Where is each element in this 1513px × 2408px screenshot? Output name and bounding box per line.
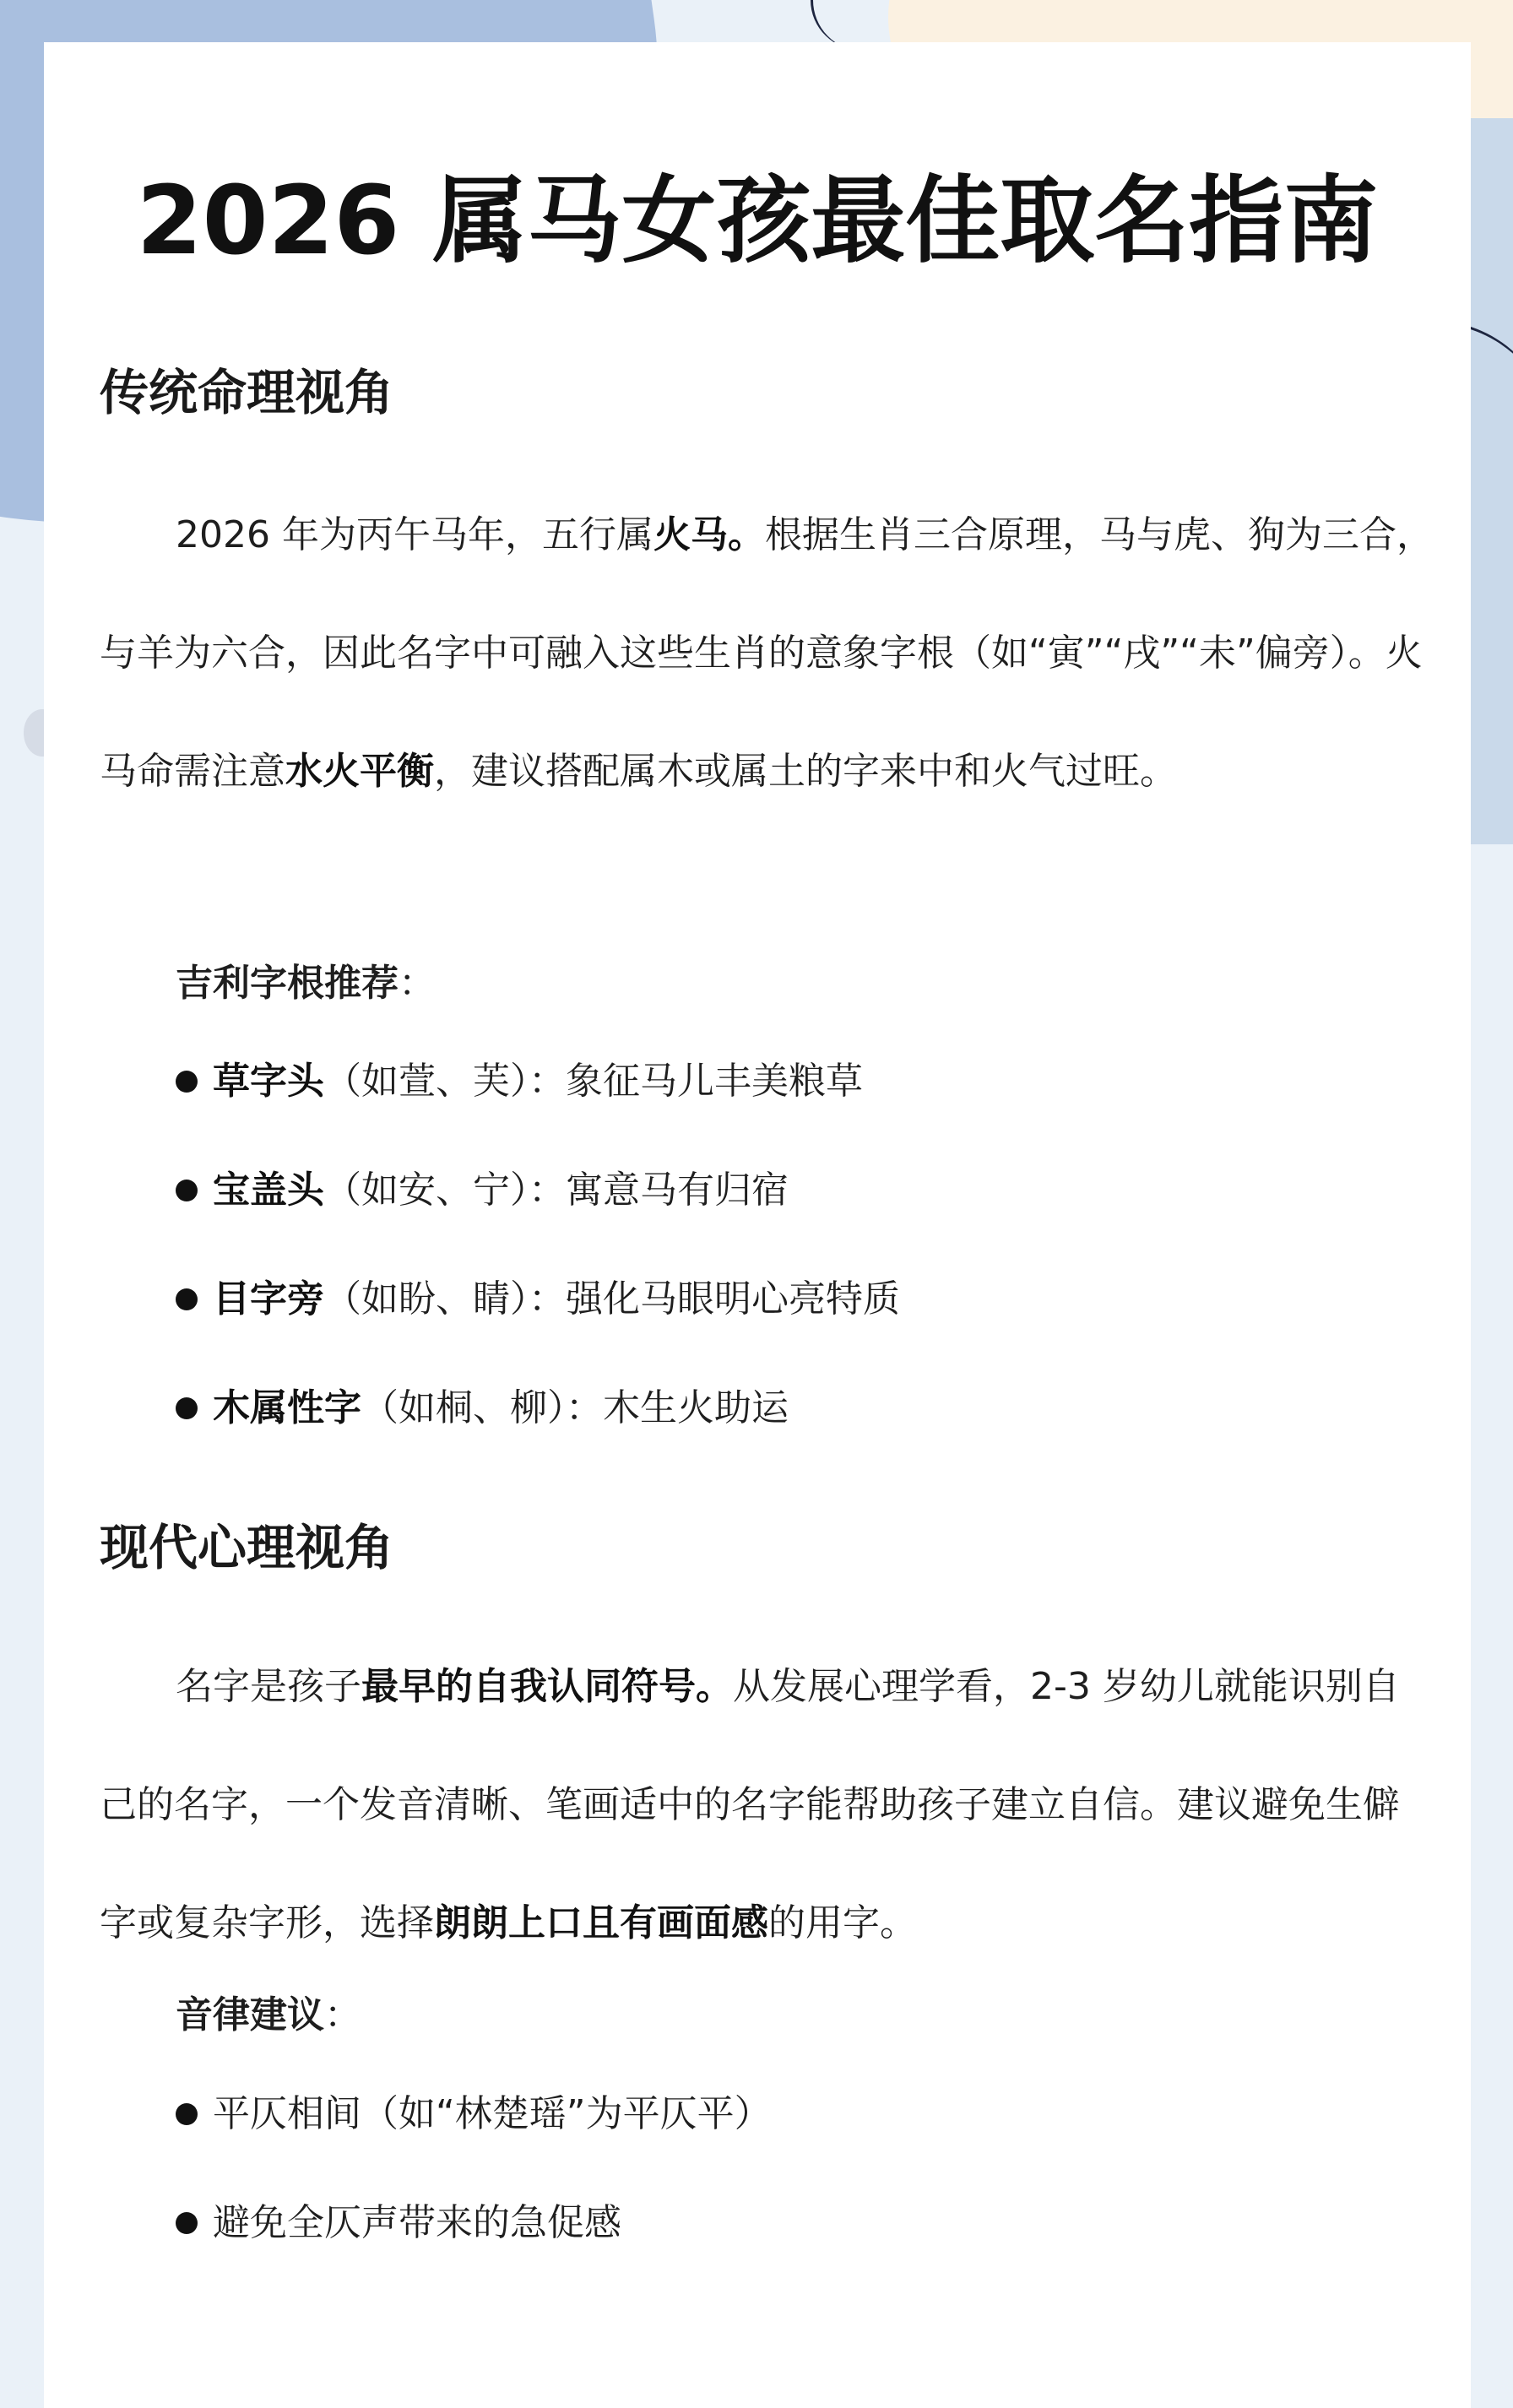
- paragraph-emphasis: 火马。: [653, 513, 765, 556]
- sublabel-text: 吉利字根推荐: [176, 962, 399, 1005]
- bullet-icon: [176, 1071, 198, 1093]
- section-heading-traditional: 传统命理视角: [100, 364, 394, 421]
- sublabel-colon: ：: [324, 1993, 361, 2036]
- paragraph-text: 2026 年为丙午马年，五行属: [176, 513, 653, 556]
- bullet-text: （如安、宁）：寓意马有归宿: [324, 1169, 789, 1212]
- document-card: [44, 42, 1471, 2408]
- bullet-list-radicals: [176, 1057, 900, 1493]
- bullet-icon: [176, 1288, 198, 1310]
- bullet-term: 宝盖头: [213, 1169, 324, 1212]
- sublabel-colon: ：: [399, 962, 436, 1005]
- bullet-text: 平仄相间（如“林楚瑶”为平仄平）: [213, 2092, 772, 2135]
- bullet-icon: [176, 1180, 198, 1201]
- bullet-text: （如桐、柳）：木生火助运: [361, 1386, 789, 1429]
- list-item: [176, 2199, 772, 2308]
- page-title: 2026 属马女孩最佳取名指南: [136, 166, 1379, 276]
- paragraph-text: 根据生肖三合原理，马与虎、狗为三合，与羊为六合，因此名字中可融入这些生肖的意象字根（如“寅”“戌”“未”偏旁）。火马命需注意: [100, 513, 1434, 793]
- bullet-icon: [176, 2212, 198, 2234]
- paragraph-text: 的用字。: [768, 1901, 917, 1944]
- list-item: [176, 1166, 900, 1275]
- section-heading-modern: 现代心理视角: [100, 1519, 394, 1576]
- list-item: [176, 2090, 772, 2199]
- paragraph-text: 名字是孩子: [176, 1665, 361, 1708]
- list-item: [176, 1384, 900, 1493]
- bullet-text: （如盼、睛）：强化马眼明心亮特质: [324, 1277, 900, 1321]
- bullet-icon: [176, 2103, 198, 2125]
- paragraph-emphasis: 最早的自我认同符号。: [361, 1665, 733, 1708]
- paragraph-text: ，建议搭配属木或属土的字来中和火气过旺。: [434, 750, 1177, 793]
- paragraph-emphasis: 朗朗上口且有画面感: [434, 1901, 768, 1944]
- sublabel-rhythm: [176, 1984, 361, 2038]
- bullet-list-rhythm: [176, 2090, 772, 2308]
- paragraph-emphasis: 水火平衡: [285, 750, 434, 793]
- paragraph-traditional: [100, 476, 1434, 831]
- paragraph-text: 从发展心理学看，2-3 岁幼儿就能识别自己的名字，一个发音清晰、笔画适中的名字能帮助孩子建立自信。建议避免生僻字或复杂字形，选择: [100, 1665, 1400, 1944]
- sublabel-lucky-radicals: [176, 952, 436, 1006]
- bullet-term: 草字头: [213, 1060, 324, 1103]
- list-item: [176, 1275, 900, 1384]
- paragraph-modern: [100, 1628, 1434, 1982]
- bullet-term: 木属性字: [213, 1386, 361, 1429]
- bullet-text: （如萱、芙）：象征马儿丰美粮草: [324, 1060, 863, 1103]
- bullet-text: 避免全仄声带来的急促感: [213, 2201, 621, 2244]
- bullet-term: 目字旁: [213, 1277, 324, 1321]
- sublabel-text: 音律建议: [176, 1993, 324, 2036]
- bullet-icon: [176, 1397, 198, 1419]
- list-item: [176, 1057, 900, 1166]
